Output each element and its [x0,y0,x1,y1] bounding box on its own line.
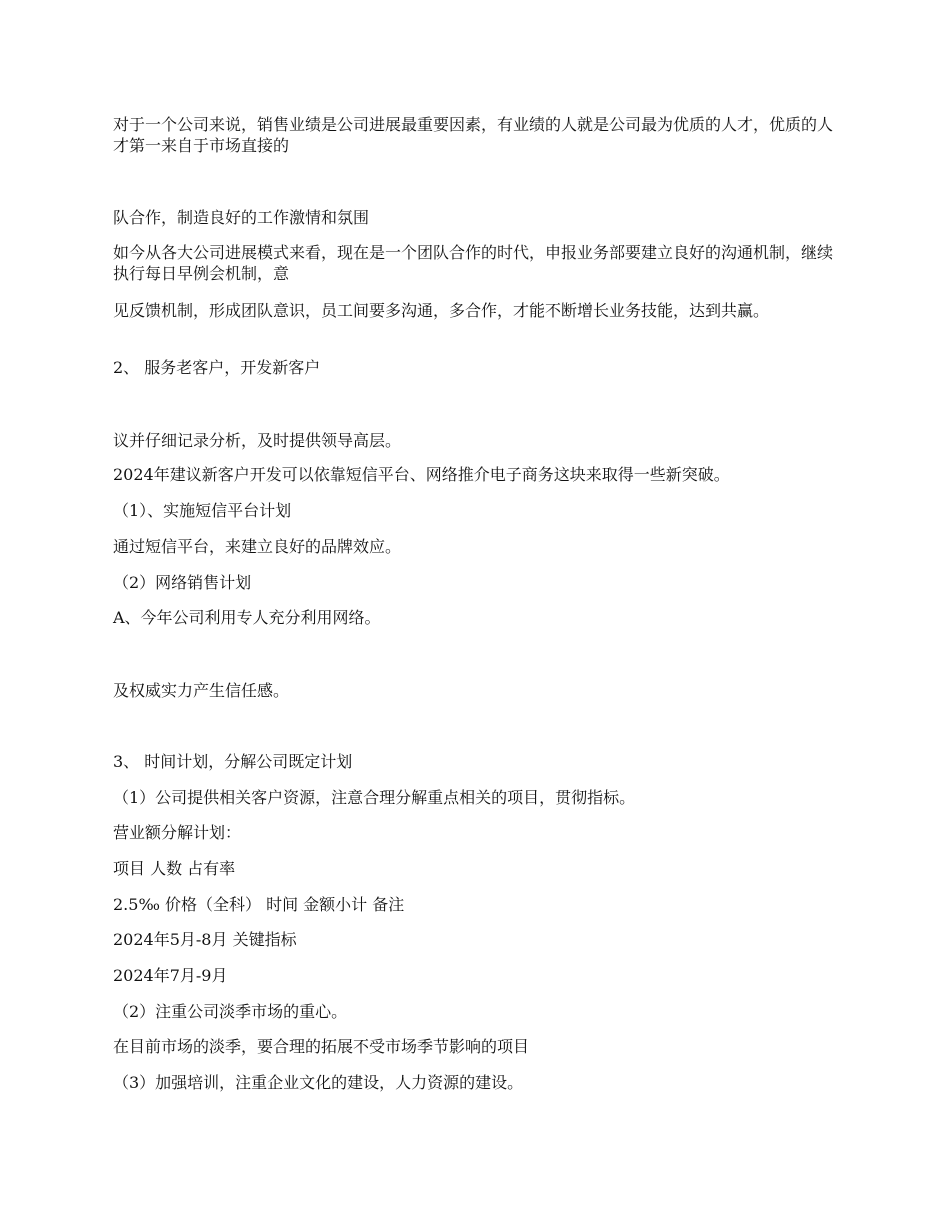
paragraph-off-season-projects: 在目前市场的淡季，要合理的拓展不受市场季节影响的项目 [113,1037,530,1056]
paragraph-feedback-mechanism: 见反馈机制，形成团队意识，员工间要多沟通，多合作，才能不断增长业务技能，达到共赢。 [113,301,770,320]
paragraph-trust: 及权威实力产生信任感。 [113,681,290,700]
subheading-training: （3）加强培训，注重企业文化的建设，人力资源的建设。 [113,1073,524,1092]
paragraph-team-cooperation: 队合作，制造良好的工作激情和氛围 [113,208,370,227]
paragraph-brand-effect: 通过短信平台，来建立良好的品牌效应。 [113,537,402,556]
paragraph-period-may-aug: 2024年5月-8月 关键指标 [113,930,297,949]
paragraph-record-analysis: 议并仔细记录分析，及时提供领导高层。 [113,431,402,450]
subheading-off-season: （2）注重公司淡季市场的重心。 [113,1002,348,1021]
paragraph-sales-performance: 对于一个公司来说，销售业绩是公司进展最重要因素，有业绩的人就是公司最为优质的人才，优质的人才第一来自于市场直接的 [113,115,834,155]
subheading-online-sales: （2）网络销售计划 [113,573,252,592]
paragraph-communication-mechanism: 如今从各大公司进展模式来看，现在是一个团队合作的时代，申报业务部要建立良好的沟通机制，继续执行每日早例会机制，意 [113,243,834,283]
paragraph-table-header-2: 2.5‰ 价格（全科） 时间 金额小计 备注 [113,895,405,914]
paragraph-period-jul-sep: 2024年7月-9月 [113,966,228,985]
heading-section-3: 3、 时间计划，分解公司既定计划 [113,752,353,771]
heading-section-2: 2、 服务老客户，开发新客户 [113,358,321,377]
paragraph-customer-resources: （1）公司提供相关客户资源，注意合理分解重点相关的项目，贯彻指标。 [113,788,636,807]
subheading-sms-plan: （1）、实施短信平台计划 [113,501,292,520]
paragraph-revenue-plan: 营业额分解计划： [113,823,242,842]
paragraph-use-network: A、今年公司利用专人充分利用网络。 [113,608,381,627]
paragraph-new-customer-2024: 2024年建议新客户开发可以依靠短信平台、网络推介电子商务这块来取得一些新突破。 [113,465,730,484]
paragraph-table-header-1: 项目 人数 占有率 [113,859,236,878]
